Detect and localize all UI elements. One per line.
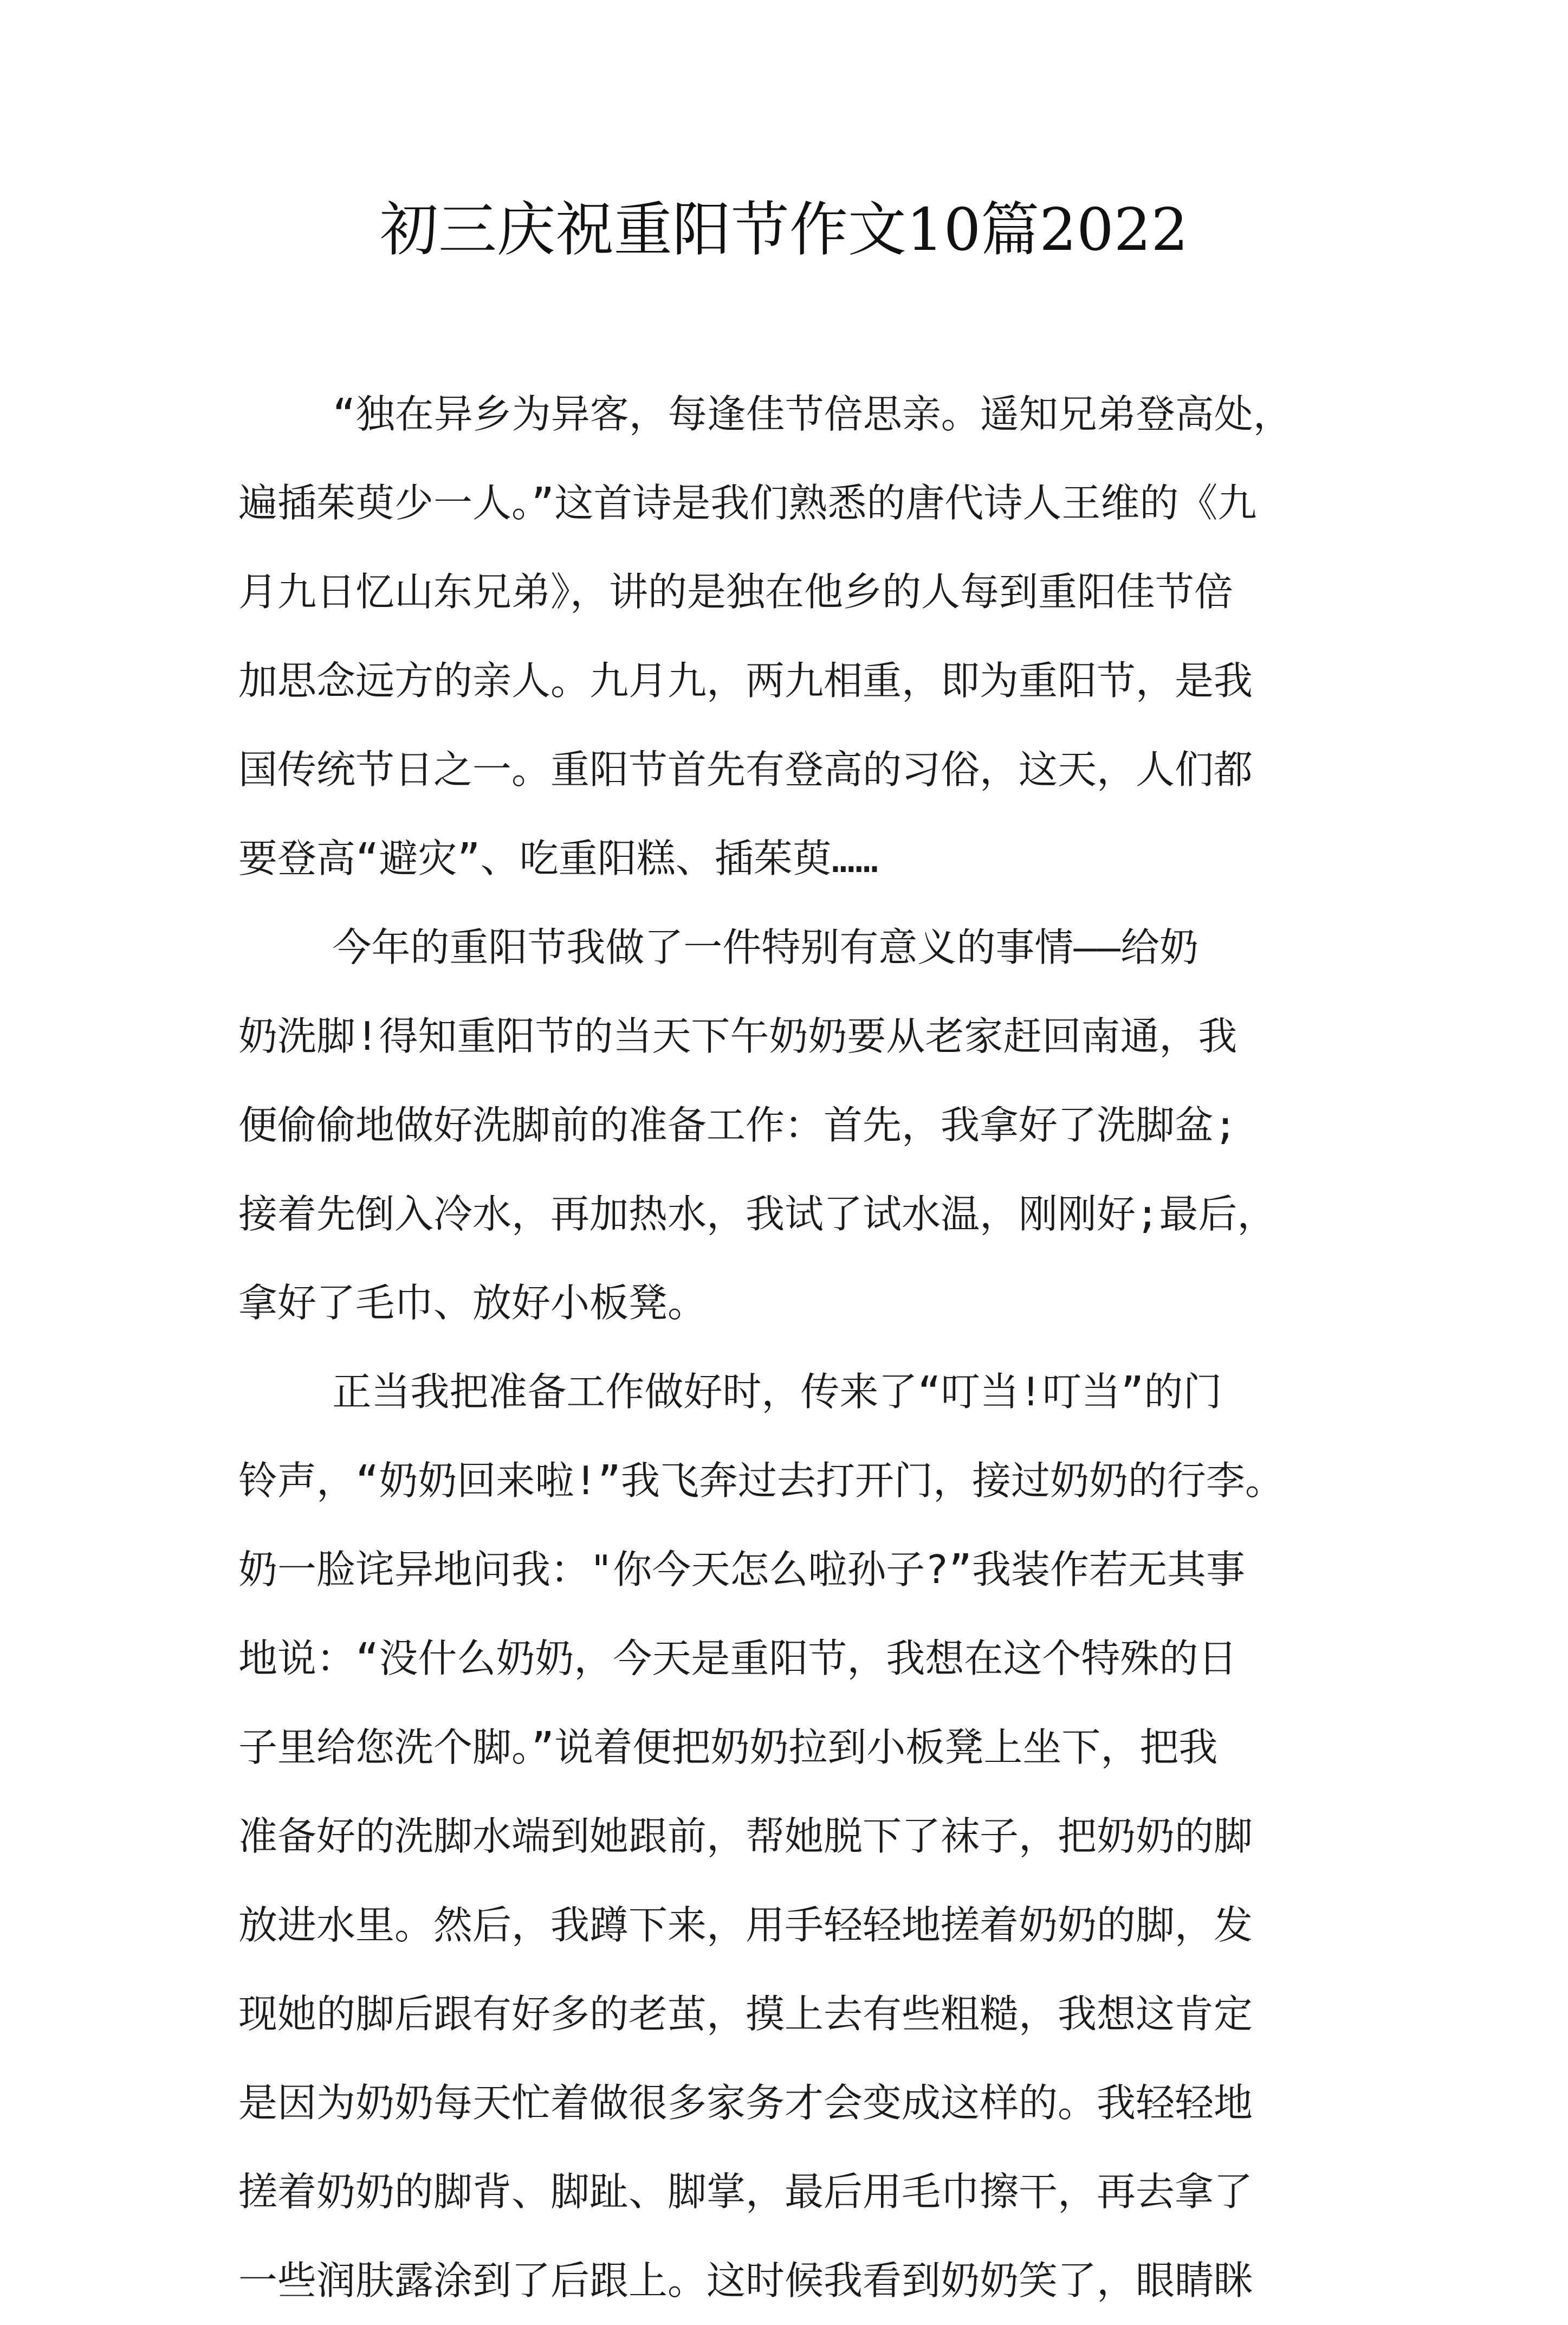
body-line: 国传统节日之一。重阳节首先有登高的习俗，这天，人们都 [238,747,1253,792]
body-line: 搓着奶奶的脚背、脚趾、脚掌，最后用毛巾擦干，再去拿了 [238,2169,1253,2214]
body-line: 奶一脸诧异地问我："你今天怎么啦孙子?”我装作若无其事 [238,1547,1246,1592]
body-line: 今年的重阳节我做了一件特别有意义的事情——给奶 [238,925,1199,970]
body-line: 铃声，“奶奶回来啦!”我飞奔过去打开门，接过奶奶的行李。 [238,1458,1285,1503]
body-line: 子里给您洗个脚。”说着便把奶奶拉到小板凳上坐下，把我 [238,1725,1218,1770]
body-line: 现她的脚后跟有好多的老茧，摸上去有些粗糙，我想这肯定 [238,1991,1253,2037]
document-title: 初三庆祝重阳节作文10篇2022 [379,196,1189,264]
body-line: 要登高“避灾”、吃重阳糕、插茱萸…… [238,836,879,881]
body-line: 一些润肤露涂到了后跟上。这时候我看到奶奶笑了，眼睛眯 [238,2258,1253,2303]
body-line: 放进水里。然后，我蹲下来，用手轻轻地搓着奶奶的脚，发 [238,1902,1253,1948]
body-line: 便偷偷地做好洗脚前的准备工作：首先，我拿好了洗脚盆; [238,1102,1237,1148]
body-line: 奶洗脚!得知重阳节的当天下午奶奶要从老家赶回南通，我 [238,1013,1237,1059]
body-line: 拿好了毛巾、放好小板凳。 [238,1280,707,1326]
document-body [238,370,1344,2325]
body-line: 是因为奶奶每天忙着做很多家务才会变成这样的。我轻轻地 [238,2080,1253,2126]
body-line: 正当我把准备工作做好时，传来了“叮当!叮当”的门 [238,1369,1222,1415]
body-line: 加思念远方的亲人。九月九，两九相重，即为重阳节，是我 [238,658,1253,703]
body-line: 地说：“没什么奶奶，今天是重阳节，我想在这个特殊的日 [238,1636,1237,1681]
body-line: 准备好的洗脚水端到她跟前，帮她脱下了袜子，把奶奶的脚 [238,1813,1253,1859]
body-line: 遍插茱萸少一人。”这首诗是我们熟悉的唐代诗人王维的《九 [238,480,1257,526]
body-line: 接着先倒入冷水，再加热水，我试了试水温，刚刚好;最后， [238,1191,1277,1237]
body-line: “独在异乡为异客，每逢佳节倍思亲。遥知兄弟登高处， [238,391,1292,437]
body-line: 月九日忆山东兄弟》，讲的是独在他乡的人每到重阳佳节倍 [238,569,1234,615]
